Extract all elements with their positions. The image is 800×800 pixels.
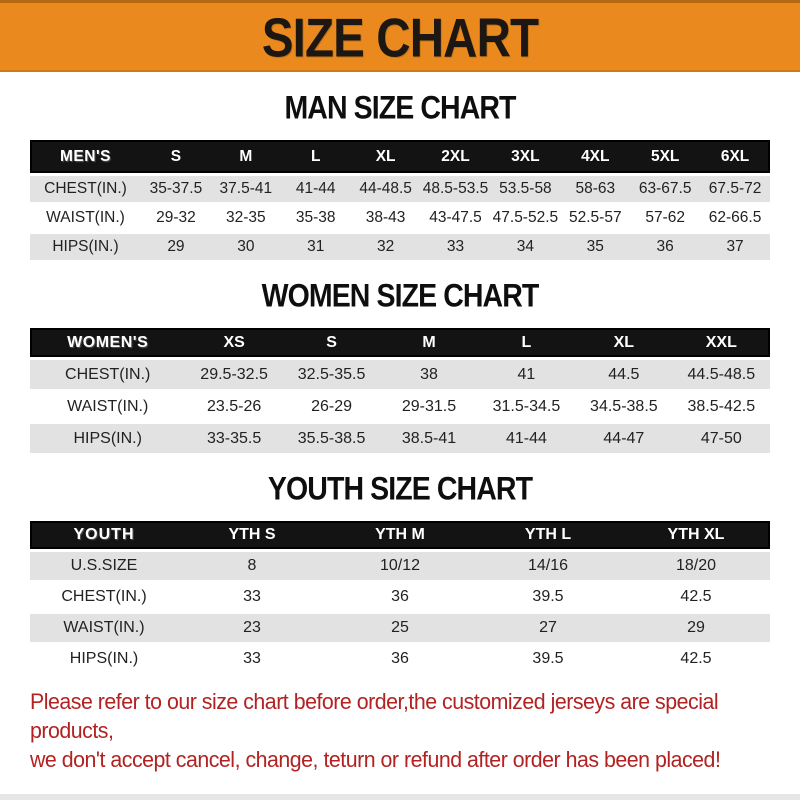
size-value: 29.5-32.5 [200,365,268,383]
size-value: 44.5 [608,365,640,383]
size-value: 33 [446,238,465,255]
bottom-strip [0,794,800,800]
column-header: YTH S [228,526,276,543]
size-value: 14/16 [527,557,569,574]
size-value: 57-62 [645,209,685,226]
column-header: M [422,333,436,351]
men-header-row [30,140,770,173]
row-label: HIPS(IN.) [52,238,119,255]
row-label: HIPS(IN.) [73,429,142,447]
size-value: 33-35.5 [206,429,262,447]
size-value: 29 [167,238,185,255]
size-value: 38-43 [365,209,406,226]
size-value: 39.5 [532,650,564,667]
row-label: WAIST(IN.) [67,397,149,415]
youth-header-row [30,521,770,549]
column-header: 6XL [720,147,750,165]
footer-line-1: Please refer to our size chart before order,the customized jerseys are special products, [30,689,719,744]
size-value: 42.5 [680,650,712,667]
column-header: XXL [705,333,737,351]
women-section [0,278,800,453]
size-value: 10/12 [379,557,421,574]
column-header: YTH XL [667,526,725,543]
column-header: S [170,147,182,165]
size-value: 38.5-41 [401,429,457,447]
column-header: 4XL [581,147,610,165]
women-corner-label: WOMEN'S [67,333,149,351]
men-section [0,90,800,260]
size-value: 48.5-53.5 [422,180,489,197]
table-row [30,234,770,260]
size-value: 37.5-41 [219,180,273,197]
youth-corner-label: YOUTH [73,526,135,543]
size-value: 26-29 [311,397,352,415]
column-header: 2XL [441,147,470,165]
row-label: CHEST(IN.) [61,588,147,605]
women-table [30,328,770,453]
column-header: YTH M [375,526,425,543]
table-row [30,552,770,580]
size-value: 35 [586,238,604,255]
size-charts [0,90,800,673]
size-value: 44-47 [603,429,645,447]
size-value: 18/20 [675,557,717,574]
row-label: U.S.SIZE [70,557,138,574]
row-label: WAIST(IN.) [63,619,145,636]
size-value: 27 [539,619,557,636]
size-value: 34 [516,238,535,255]
footer-note [30,687,770,774]
size-value: 31.5-34.5 [492,397,561,415]
size-value: 38.5-42.5 [687,397,756,415]
column-header: 3XL [511,147,540,165]
size-value: 32.5-35.5 [297,365,366,383]
size-value: 25 [391,619,409,636]
size-value: 67.5-72 [708,180,762,197]
size-value: 36 [391,650,409,667]
size-value: 23.5-26 [206,397,262,415]
size-value: 29 [687,619,705,636]
size-value: 32 [376,238,395,255]
size-value: 32-35 [226,209,266,226]
size-value: 47.5-52.5 [492,209,559,226]
size-value: 23 [243,619,261,636]
size-value: 8 [247,557,257,574]
size-value: 33 [243,650,261,667]
size-value: 44-48.5 [359,180,412,197]
size-value: 29-32 [156,209,196,226]
men-corner-label: MEN'S [60,147,111,165]
size-value: 44.5-48.5 [687,365,756,383]
table-row [30,583,770,611]
size-value: 36 [391,588,409,605]
row-label: WAIST(IN.) [46,209,125,226]
column-header: XS [223,333,245,351]
size-value: 29-31.5 [401,397,457,415]
table-row [30,424,770,453]
column-header: S [326,333,337,351]
row-label: CHEST(IN.) [44,180,127,197]
men-section-title: MAN SIZE CHART [284,89,516,126]
youth-section [0,471,800,673]
row-label: HIPS(IN.) [69,650,139,667]
size-value: 38 [420,365,438,383]
youth-section-title: YOUTH SIZE CHART [267,470,533,507]
column-header: M [239,147,253,165]
table-row [30,205,770,231]
table-row [30,392,770,421]
size-value: 36 [656,238,674,255]
men-table [30,140,770,260]
size-value: 41 [517,365,536,383]
size-value: 33 [243,588,261,605]
size-value: 63-67.5 [638,180,692,197]
column-header: XL [375,147,396,165]
banner-title: SIZE CHART [261,6,539,69]
size-value: 52.5-57 [569,209,622,226]
size-value: 30 [237,238,255,255]
column-header: L [521,333,532,351]
size-value: 37 [726,238,744,255]
size-value: 35-38 [295,209,336,226]
column-header: L [310,147,321,165]
row-label: CHEST(IN.) [65,365,151,383]
column-header: YTH L [524,526,572,543]
women-header-row [30,328,770,357]
size-value: 53.5-58 [499,180,552,197]
size-value: 41-44 [505,429,547,447]
size-value: 39.5 [532,588,564,605]
table-row [30,645,770,673]
size-value: 31 [307,238,325,255]
column-header: 5XL [650,147,680,165]
youth-table [30,521,770,673]
footer-line-2: we don't accept cancel, change, teturn or refund after order has been placed! [30,747,721,773]
women-section-title: WOMEN SIZE CHART [261,277,539,314]
size-chart-banner [0,0,800,72]
size-value: 47-50 [700,429,742,447]
table-row [30,176,770,202]
column-header: XL [613,333,635,351]
size-value: 35.5-38.5 [297,429,366,447]
size-value: 43-47.5 [429,209,482,226]
size-value: 62-66.5 [708,209,762,226]
size-value: 34.5-38.5 [590,397,658,415]
table-row [30,614,770,642]
size-value: 42.5 [680,588,712,605]
table-row [30,360,770,389]
size-value: 41-44 [295,180,336,197]
size-value: 35-37.5 [149,180,203,197]
size-value: 58-63 [575,180,616,197]
